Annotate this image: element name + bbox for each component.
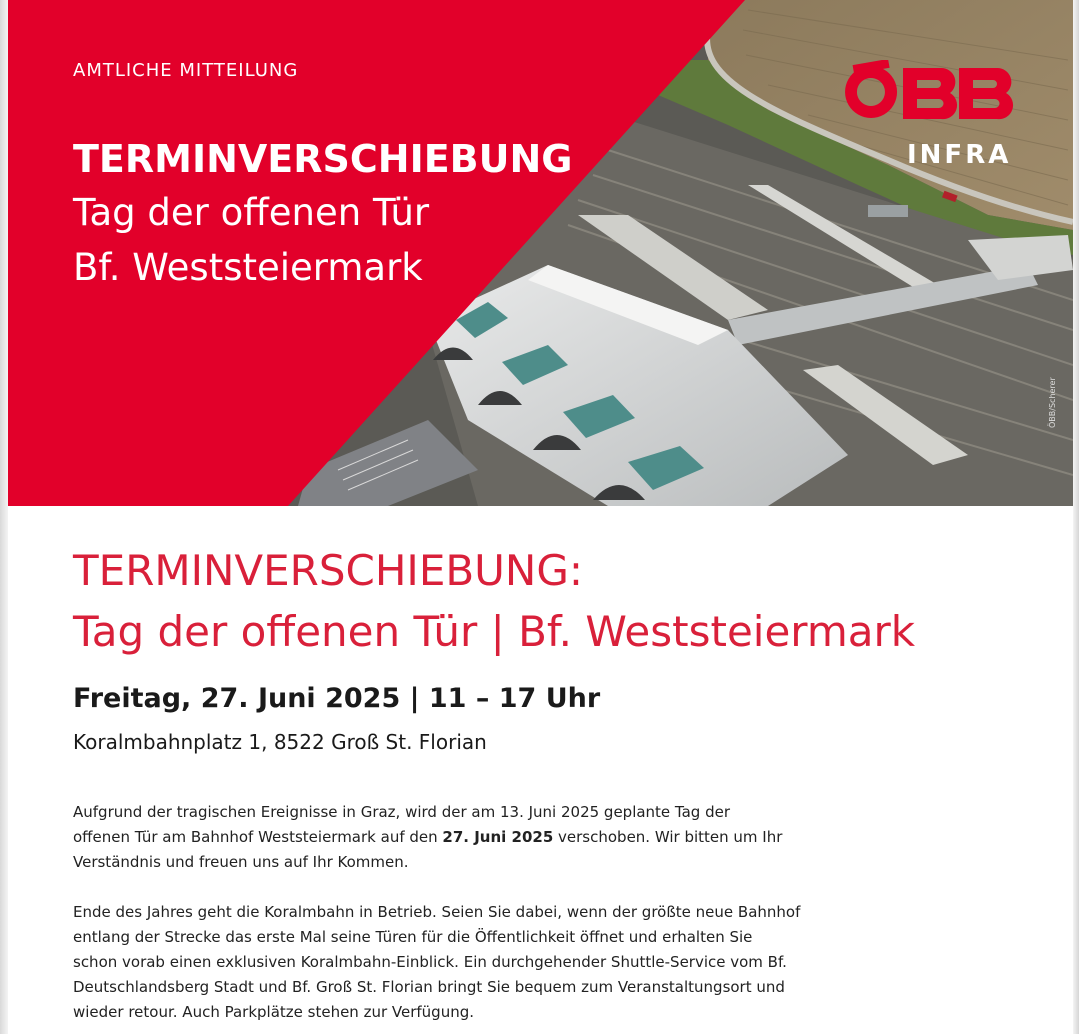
hero-subtitle-station: Bf. Weststeiermark — [73, 246, 423, 289]
obb-infra-logo — [841, 60, 1016, 170]
paragraph-line: Verständnis und freuen uns auf Ihr Kommen. — [73, 853, 409, 871]
paragraph-line: entlang der Strecke das erste Mal seine Türen für die Öffentlichkeit öffnet und erhalten Sie — [73, 928, 753, 946]
photo-credit: ÖBB/Scherer — [1048, 377, 1057, 428]
event-date-time: Freitag, 27. Juni 2025 | 11 – 17 Uhr — [73, 683, 601, 714]
paragraph-line: verschoben. Wir bitten um Ihr — [553, 828, 783, 846]
page-edge-right — [1073, 0, 1079, 1034]
obb-logo-mark — [841, 60, 1016, 125]
hero-subtitle-event: Tag der offenen Tür — [73, 191, 430, 234]
paragraph-line: Deutschlandsberg Stadt und Bf. Groß St. Florian bringt Sie bequem zum Veranstaltungsort und — [73, 978, 785, 996]
event-address: Koralmbahnplatz 1, 8522 Groß St. Florian — [73, 730, 487, 754]
paragraph-line: Ende des Jahres geht die Koralmbahn in Betrieb. Seien Sie dabei, wenn der größte neue Bahnhof — [73, 903, 801, 921]
notice-overline: AMTLICHE MITTEILUNG — [73, 60, 299, 81]
paragraph-line: Aufgrund der tragischen Ereignisse in Graz, wird der am 13. Juni 2025 geplante Tag der — [73, 803, 731, 821]
hero-banner — [8, 0, 1073, 506]
event-heading: Tag der offenen Tür | Bf. Weststeiermark — [73, 607, 916, 656]
paragraph-line: wieder retour. Auch Parkplätze stehen zur Verfügung. — [73, 1003, 475, 1021]
page-edge-left — [0, 0, 8, 1034]
new-date-emphasis: 27. Juni 2025 — [442, 828, 554, 846]
hero-title: TERMINVERSCHIEBUNG — [73, 137, 573, 181]
event-description-paragraph — [73, 900, 833, 1025]
paragraph-line: offenen Tür am Bahnhof Weststeiermark auf den — [73, 828, 443, 846]
notice-heading: TERMINVERSCHIEBUNG: — [73, 546, 584, 595]
paragraph-line: schon vorab einen exklusiven Koralmbahn-Einblick. Ein durchgehender Shuttle-Service vom Bf. — [73, 953, 787, 971]
logo-infra-label: INFRA — [907, 140, 1012, 170]
postponement-paragraph — [73, 800, 833, 875]
